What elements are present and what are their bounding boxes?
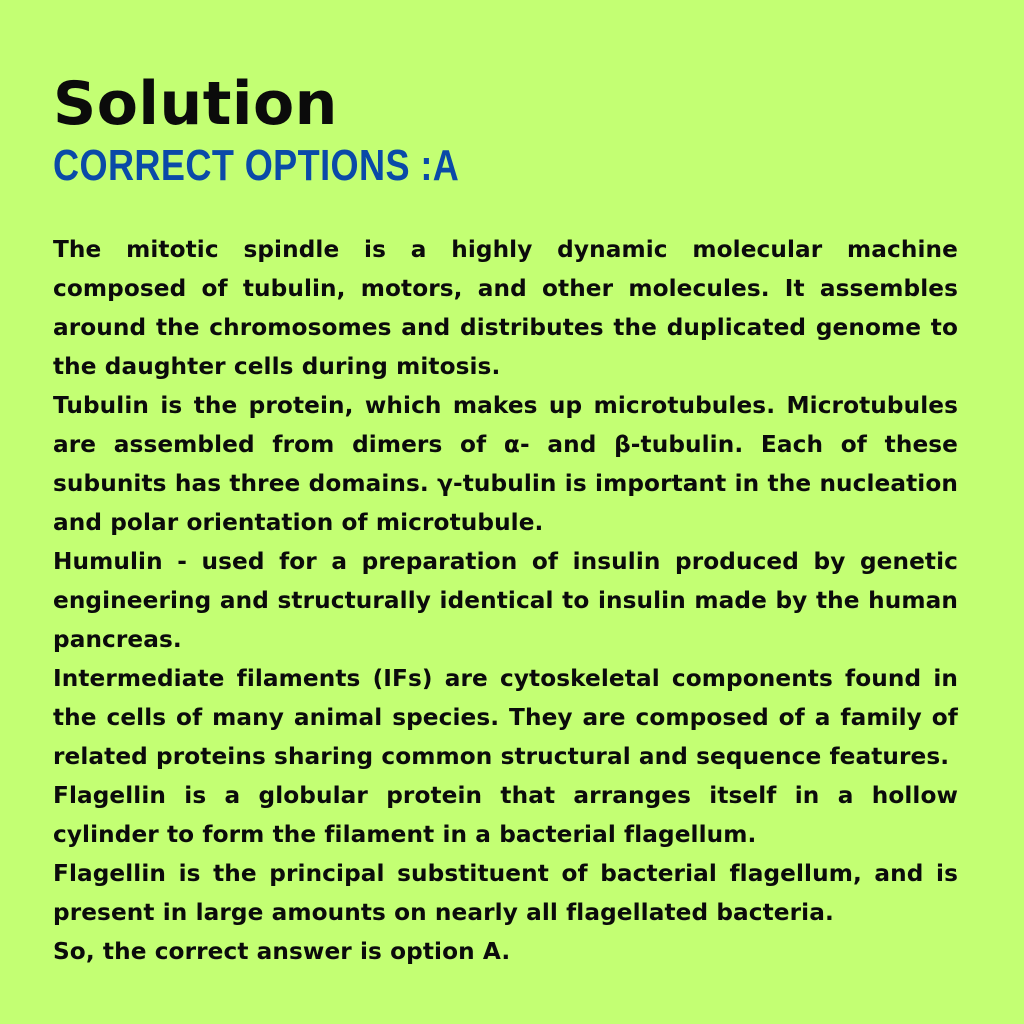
- paragraph-humulin: Humulin - used for a preparation of insulin produced by genetic engineering and structurally identical to insulin made by the human pancreas.: [53, 548, 958, 653]
- paragraph-flagellin-function: Flagellin is the principal substituent of bacterial flagellum, and is present in large amounts on nearly all flagellated bacteria.: [53, 860, 958, 926]
- paragraph-flagellin-structure: Flagellin is a globular protein that arranges itself in a hollow cylinder to form the filament in a bacterial flagellum.: [53, 782, 958, 848]
- paragraph-intermediate-filaments: Intermediate filaments (IFs) are cytoskeletal components found in the cells of many animal species. They are composed of a family of related proteins sharing common structural and sequence features.: [53, 665, 958, 770]
- paragraph-tubulin: Tubulin is the protein, which makes up microtubules. Microtubules are assembled from dimers of α- and β-tubulin. Each of these subunits has three domains. γ-tubulin is important in the nucleation and polar orientation of microtubule.: [53, 392, 958, 536]
- correct-option-heading: CORRECT OPTIONS :A: [53, 141, 460, 190]
- paragraph-conclusion: So, the correct answer is option A.: [53, 938, 511, 965]
- paragraph-mitotic-spindle: The mitotic spindle is a highly dynamic molecular machine composed of tubulin, motors, and other molecules. It assembles around the chromosomes and distributes the duplicated genome to the daughter cells during mitosis.: [53, 236, 958, 380]
- page-title: Solution: [53, 69, 338, 139]
- explanation-body: [53, 230, 958, 971]
